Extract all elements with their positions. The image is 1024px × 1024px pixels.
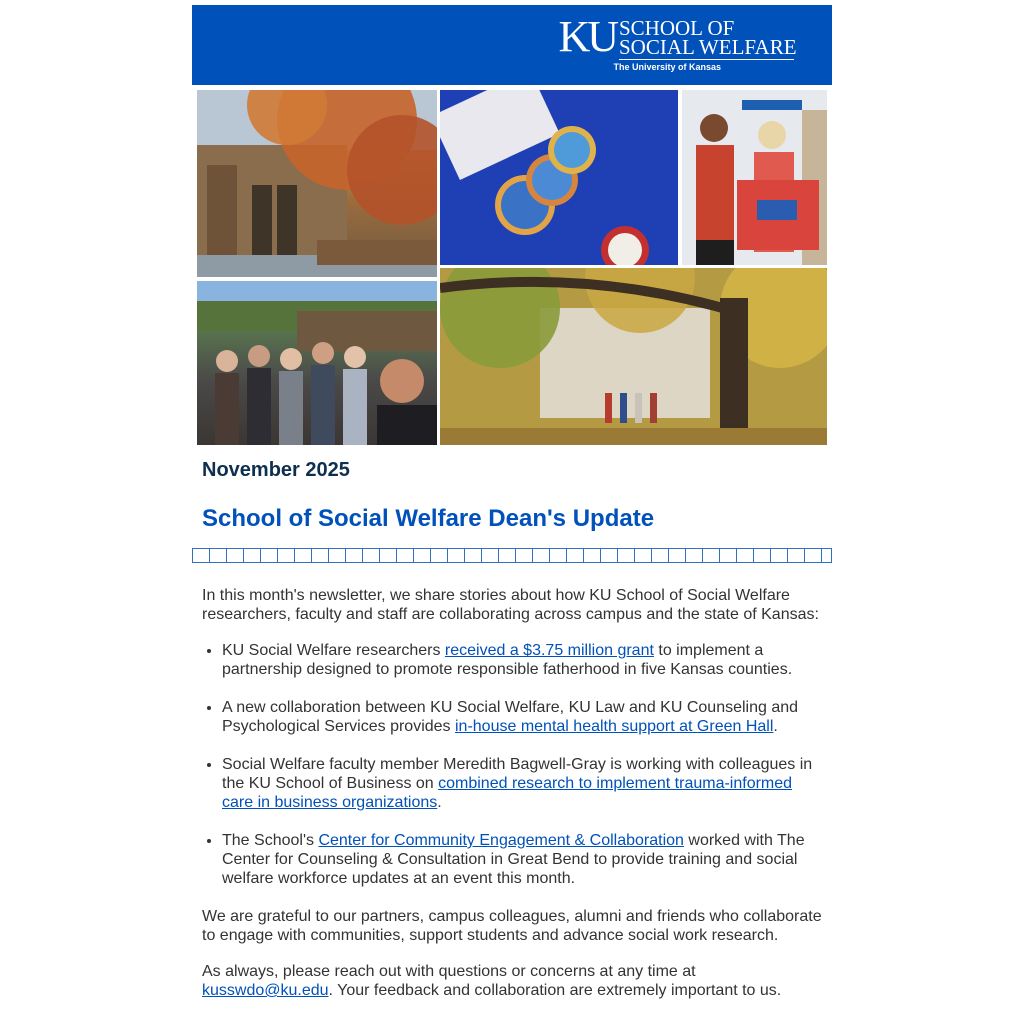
list-item [222,698,822,736]
grant-link[interactable]: received a $3.75 million grant [444,642,654,659]
contact-paragraph [202,962,822,1000]
logo-line-2: SOCIAL WELFARE [619,35,797,59]
ccec-link[interactable]: Center for Community Engagement & Collaboration [318,832,684,849]
contact-text: . Your feedback and collaboration are extremely important to us. [328,982,782,999]
trauma-research-link[interactable]: combined research to implement trauma-informed care in business organizations [222,775,793,811]
item-text: The School's [222,832,319,849]
newsletter-body [202,586,822,1017]
list-item [222,641,822,679]
logo-line-1: SCHOOL OF [619,16,735,40]
contact-text: As always, please reach out with questions or concerns at any time at [202,963,696,980]
mental-health-link[interactable]: in-house mental health support at Green Hall [455,718,774,735]
item-text: . [773,718,778,735]
item-text: A new collaboration between KU Social Welfare, KU Law and KU Counseling and Psychological Services provides [222,699,799,735]
intro-paragraph: In this month's newsletter, we share stories about how KU School of Social Welfare researchers, faculty and staff are collaborating across campus and the state of Kansas: [202,587,819,623]
newsletter-title: School of Social Welfare Dean's Update [202,505,655,532]
item-text: Social Welfare faculty member Meredith Bagwell-Gray is working with colleagues in the KU School of Business on [222,756,813,792]
email-link[interactable]: kusswdo@ku.edu [202,982,329,999]
list-item [222,755,822,812]
content-column [192,0,832,1024]
item-text: to implement a partnership designed to promote responsible fatherhood in five Kansas counties. [222,642,793,678]
section-divider [192,548,832,563]
logo-ku-mark: KU [558,12,616,61]
issue-date: November 2025 [202,459,350,481]
story-list [202,641,822,888]
closing-paragraph: We are grateful to our partners, campus colleagues, alumni and friends who collaborate to engage with communities, support students and advance social work research. [202,908,822,944]
logo-subtitle: The University of Kansas [613,62,721,72]
item-text: worked with The Center for Counseling & Consultation in Great Bend to provide training and social welfare workforce updates at an event this month. [222,832,805,887]
item-text: . [437,794,442,811]
list-item [222,831,822,888]
item-text: KU Social Welfare researchers [222,642,445,659]
